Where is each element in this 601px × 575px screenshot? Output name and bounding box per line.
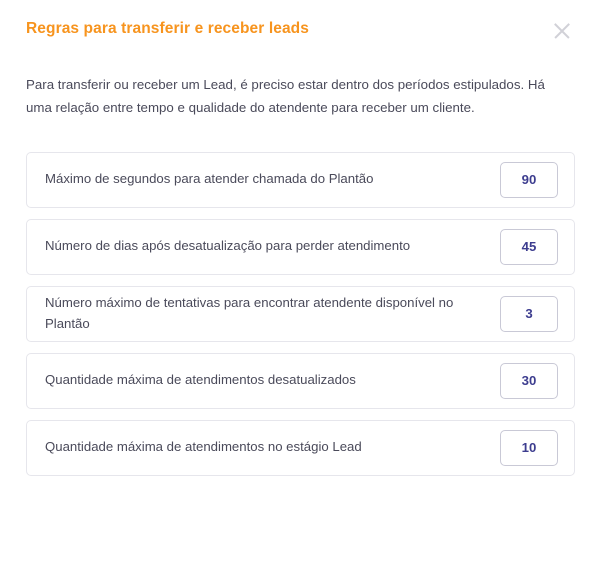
rule-value-input[interactable]: 10 — [500, 430, 558, 466]
page-title: Regras para transferir e receber leads — [26, 20, 309, 37]
rule-value-input[interactable]: 30 — [500, 363, 558, 399]
list-item — [26, 152, 575, 208]
rule-label: Quantidade máxima de atendimentos no estágio Lead — [45, 439, 362, 455]
list-item — [26, 420, 575, 476]
rule-value-input[interactable]: 45 — [500, 229, 558, 265]
rule-value-input[interactable]: 90 — [500, 162, 558, 198]
list-item — [26, 353, 575, 409]
rule-label: Número máximo de tentativas para encontrar atendente disponível no Plantão — [45, 295, 454, 331]
modal-header — [26, 18, 575, 44]
list-item — [26, 286, 575, 342]
rule-value-input[interactable]: 3 — [500, 296, 558, 332]
modal-description: Para transferir ou receber um Lead, é preciso estar dentro dos períodos estipulados. Há uma relação entre tempo e qualidade do atendente para receber um cliente. — [26, 77, 545, 115]
rules-list — [26, 152, 575, 476]
rule-label: Máximo de segundos para atender chamada do Plantão — [45, 171, 374, 187]
rule-label: Número de dias após desatualização para perder atendimento — [45, 238, 411, 254]
rule-label: Quantidade máxima de atendimentos desatualizados — [45, 372, 356, 388]
list-item — [26, 219, 575, 275]
close-icon[interactable] — [549, 18, 575, 44]
